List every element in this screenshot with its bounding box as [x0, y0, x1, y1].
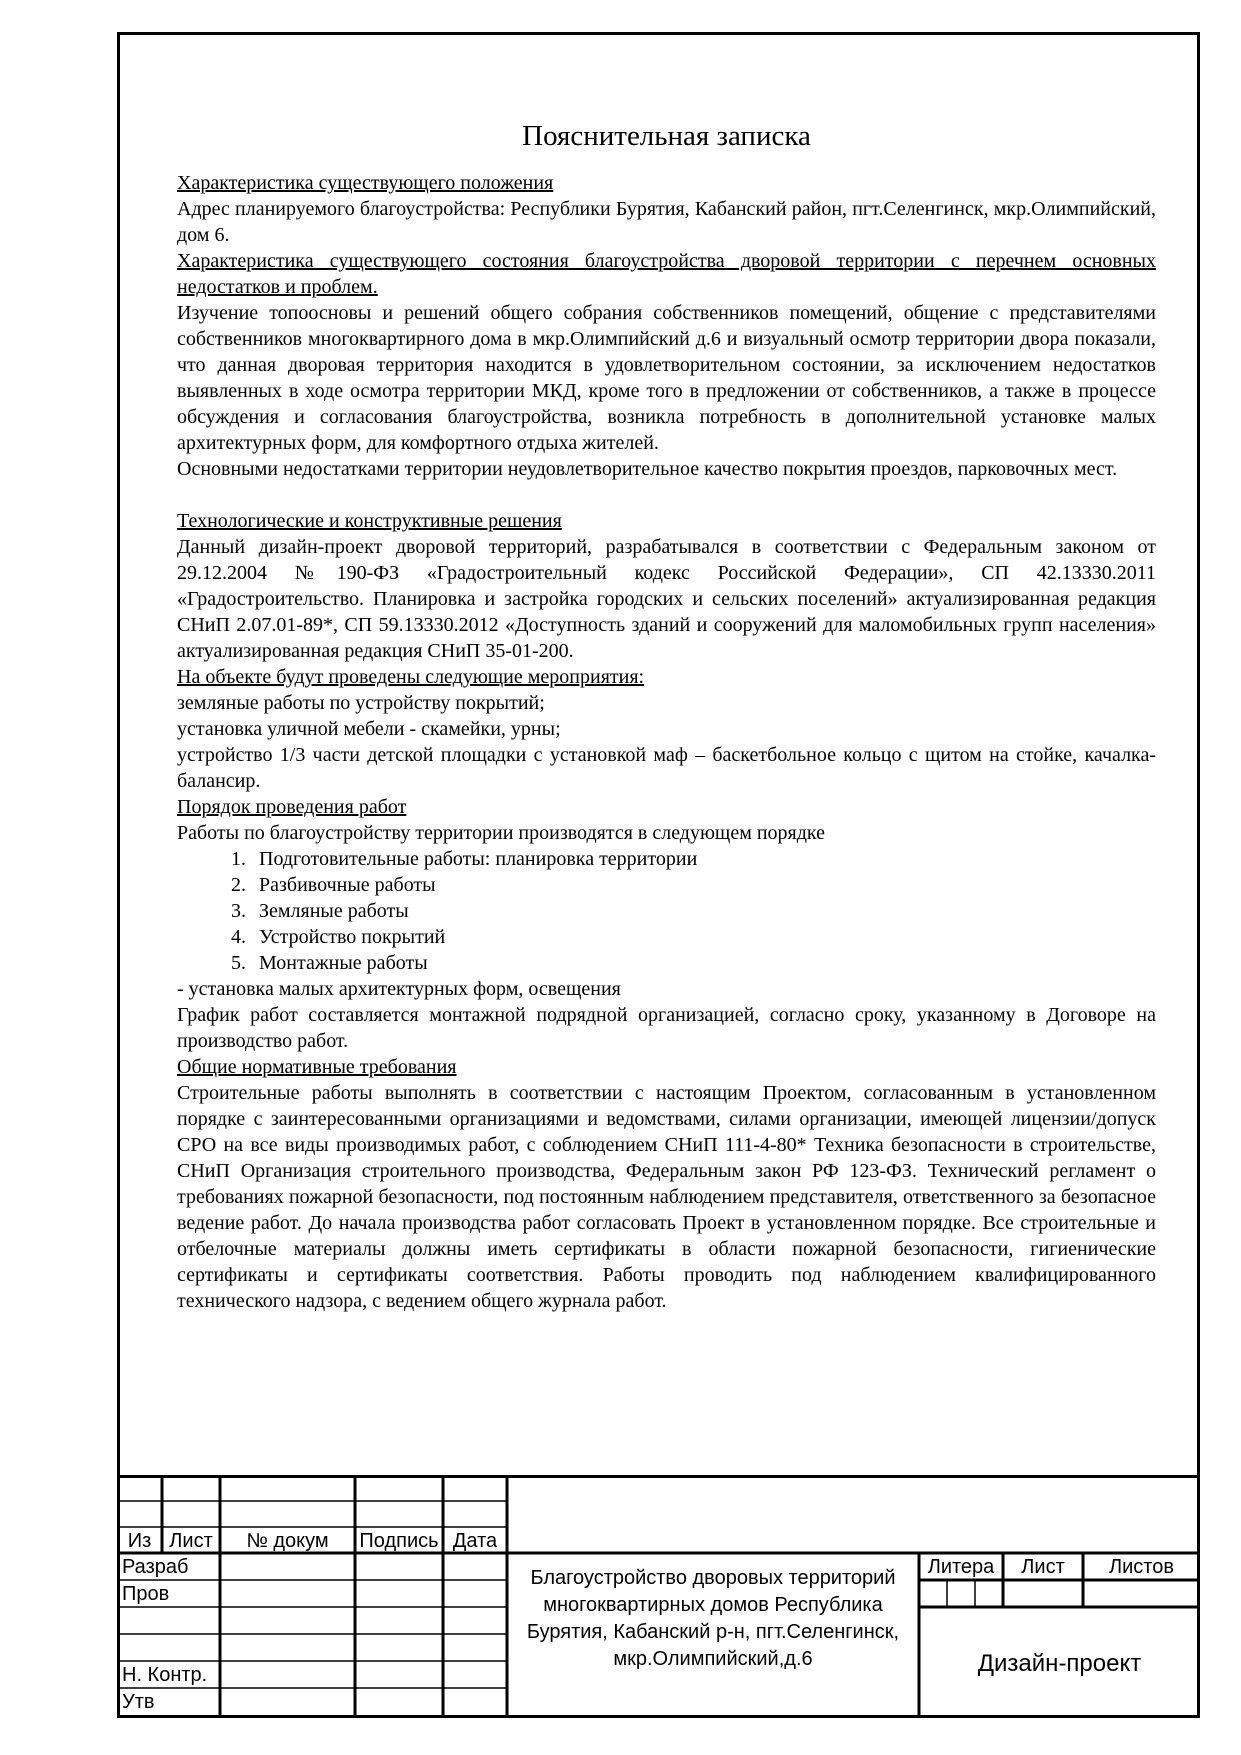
- row-label-prov: Пров: [122, 1583, 170, 1605]
- measure-item: установка уличной мебели - скамейки, урны;: [177, 718, 561, 740]
- col-header-signature: Подпись: [359, 1530, 439, 1552]
- col-header-doc-number: № докум: [246, 1530, 329, 1552]
- sheets-label: Листов: [1109, 1556, 1174, 1578]
- col-header-izm: Из: [127, 1530, 152, 1552]
- row-label-razrab: Разраб: [122, 1556, 189, 1578]
- row-label-utv: Утв: [122, 1691, 155, 1713]
- litera-label: Литера: [927, 1556, 995, 1578]
- document-title: Пояснительная записка: [522, 120, 811, 152]
- col-header-date: Дата: [452, 1530, 498, 1552]
- work-order-extra: - установка малых архитектурных форм, освещения: [177, 978, 621, 1000]
- title-block: [117, 1475, 1200, 1718]
- row-label-n-kontr: Н. Контр.: [122, 1664, 208, 1686]
- list-item: 4. Устройство покрытий: [251, 924, 1156, 950]
- section-heading-tech-solutions: Технологические и конструктивные решения: [177, 510, 562, 532]
- stage-name: Дизайн-проект: [977, 1650, 1142, 1677]
- work-order-list: [177, 846, 1156, 976]
- section-heading-existing-situation: Характеристика существующего положения: [177, 172, 554, 194]
- list-item: 5. Монтажные работы: [251, 950, 1156, 976]
- measure-item: земляные работы по устройству покрытий;: [177, 692, 545, 714]
- sheet-label: Лист: [1021, 1556, 1065, 1578]
- requirements-paragraph: Строительные работы выполнять в соответствии с настоящим Проектом, согласованным в установленном порядке с заинтересованными организациями и ведомствами, силами организации, имеющей лицензии/допуск СРО на все виды производимых работ, с соблюдением СНиП 111-4-80* Техника безопасности в строительстве, СНиП Организация строительного производства, Федеральным закон РФ 123-ФЗ. Технический регламент о требованиях пожарной безопасности, под постоянным наблюдением представителя, ответственного за безопасное ведение работ. До начала производства работ согласовать Проект в установленном порядке. Все строительные и отбелочные материалы должны иметь сертификаты в области пожарной безопасности, гигиенические сертификаты и сертификаты соответствия. Работы проводить под наблюдением квалифицированного технического надзора, с ведением общего журнала работ.: [177, 1082, 1156, 1312]
- list-item: 2. Разбивочные работы: [251, 872, 1156, 898]
- document-body: [177, 116, 1156, 1314]
- address-paragraph: Адрес планируемого благоустройства: Республики Бурятия, Кабанский район, пгт.Селенгинск, мкр.Олимпийский, дом 6.: [177, 198, 1156, 246]
- section-heading-requirements: Общие нормативные требования: [177, 1056, 457, 1078]
- col-header-list: Лист: [169, 1530, 213, 1552]
- list-item: 3. Земляные работы: [251, 898, 1156, 924]
- schedule-paragraph: График работ составляется монтажной подрядной организацией, согласно сроку, указанному в Договоре на производство работ.: [177, 1004, 1156, 1052]
- list-item: 1. Подготовительные работы: планировка территории: [251, 846, 1156, 872]
- work-order-intro: Работы по благоустройству территории производятся в следующем порядке: [177, 822, 826, 844]
- section-heading-work-order: Порядок проведения работ: [177, 796, 407, 818]
- section-heading-measures: На объекте будут проведены следующие мероприятия:: [177, 666, 645, 688]
- state-paragraph: Изучение топоосновы и решений общего собрания собственников помещений, общение с представителями собственников многоквартирного дома в мкр.Олимпийский д.6 и визуальный осмотр территории двора показали, что данная дворовая территория находится в удовлетворительном состоянии, за исключением недостатков выявленных в ходе осмотра территории МКД, кроме того в предложении от собственников, а также в процессе обсуждения и согласования благоустройства, возникла потребность в дополнительной установке малых архитектурных форм, для комфортного отдыха жителей.: [177, 302, 1156, 454]
- shortcomings-paragraph: Основными недостатками территории неудовлетворительное качество покрытия проездов, парковочных мест.: [177, 458, 1118, 480]
- project-title: Благоустройство дворовых территорий многоквартирных домов Республика Бурятия, Кабанский р-н, пгт.Селенгинск, мкр.Олимпийский,д.6: [526, 1567, 900, 1670]
- tech-solutions-paragraph: Данный дизайн-проект дворовой территорий, разрабатывался в соответствии с Федеральным законом от 29.12.2004 №190-ФЗ «Градостроительный кодекс Российской Федерации», СП 42.13330.2011 «Градостроительство. Планировка и застройка городских и сельских поселений» актуализированная редакция СНиП 2.07.01-89*, СП 59.13330.2012 «Доступность зданий и сооружений для маломобильных групп населения» актуализированная редакция СНиП 35-01-200.: [177, 536, 1156, 662]
- measure-item: устройство 1/3 части детской площадки с установкой маф – баскетбольное кольцо с щитом на стойке, качалка-балансир.: [177, 744, 1156, 792]
- section-heading-existing-state: Характеристика существующего состояния благоустройства дворовой территории с перечнем основных недостатков и проблем.: [177, 250, 1156, 298]
